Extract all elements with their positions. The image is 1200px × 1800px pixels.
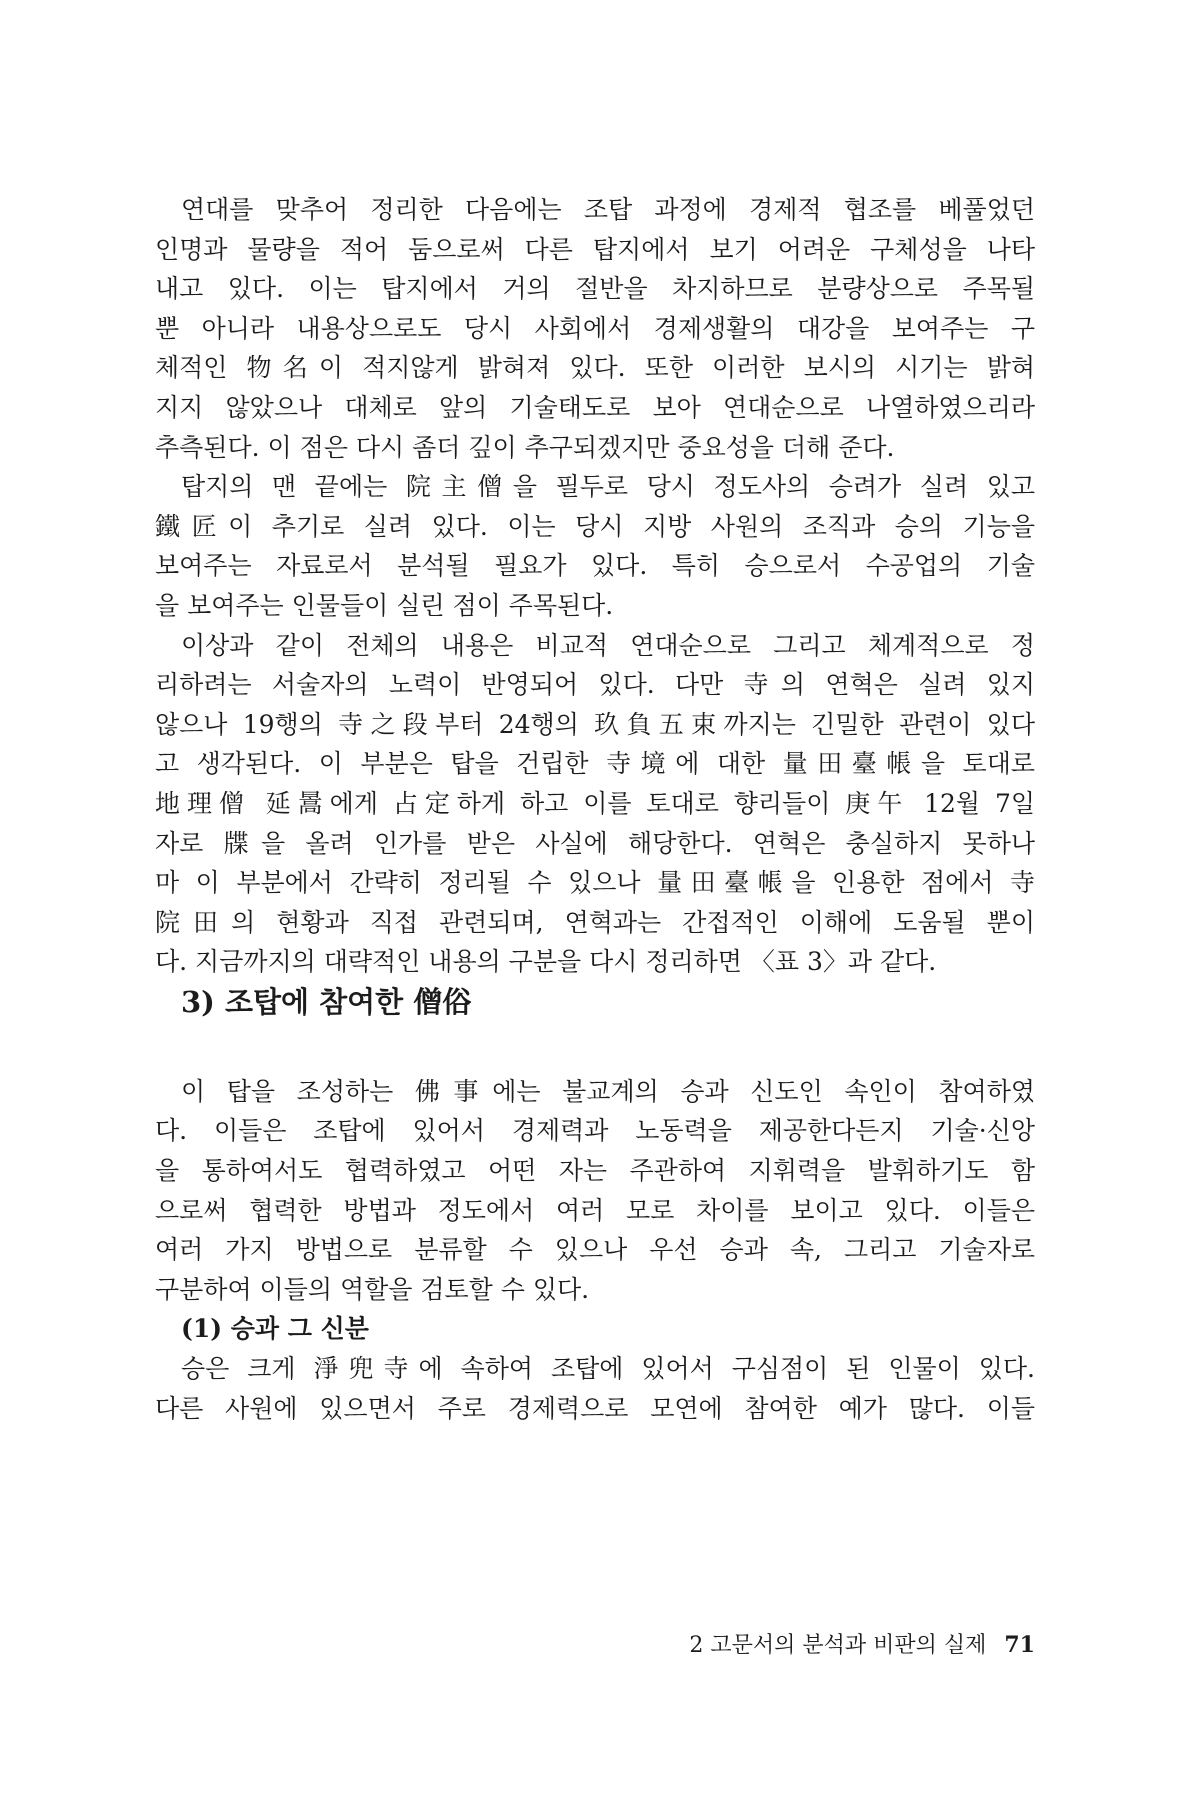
text-line: 구분하여 이들의 역할을 검토할 수 있다. xyxy=(155,1274,590,1304)
text-line: 마 이 부분에서 간략히 정리될 수 있으나 量田臺帳을 인용한 점에서 寺 xyxy=(155,868,1035,898)
text-line: 地理僧 延暠에게 占定하게 하고 이를 토대로 향리들이 庚午 12월 7일 xyxy=(155,788,1035,818)
running-title: 2 고문서의 분석과 비판의 실제 xyxy=(689,1633,987,1658)
text-line: 院田의 현황과 직접 관련되며, 연혁과는 간접적인 이해에 도움될 뿐이 xyxy=(155,907,1035,937)
paragraph-5 xyxy=(155,1349,1035,1428)
text-line: 을 보여주는 인물들이 실린 점이 주목된다. xyxy=(155,590,614,620)
text-line: 다른 사원에 있으면서 주로 경제력으로 모연에 참여한 예가 많다. 이들 xyxy=(155,1393,1035,1423)
sub-heading: (1) 승과 그 신분 xyxy=(181,1314,369,1344)
page-number: 71 xyxy=(1004,1632,1035,1658)
text-line: 체적인 物名이 적지않게 밝혀져 있다. 또한 이러한 보시의 시기는 밝혀 xyxy=(155,353,1035,383)
text-line: 지지 않았으나 대체로 앞의 기술태도로 보아 연대순으로 나열하였으리라 xyxy=(155,392,1035,422)
text-line: 여러 가지 방법으로 분류할 수 있으나 우선 승과 속, 그리고 기술자로 xyxy=(155,1235,1035,1265)
text-line: 을 통하여서도 협력하였고 어떤 자는 주관하여 지휘력을 발휘하기도 함 xyxy=(155,1156,1035,1186)
text-line: 승은 크게 淨兜寺에 속하여 조탑에 있어서 구심점이 된 인물이 있다. xyxy=(181,1354,1035,1384)
page-body xyxy=(155,190,1035,1428)
text-line: 연대를 맞추어 정리한 다음에는 조탑 과정에 경제적 협조를 베풀었던 xyxy=(181,195,1035,224)
text-line: 鐵匠이 추기로 실려 있다. 이는 당시 지방 사원의 조직과 승의 기능을 xyxy=(155,511,1035,541)
text-line: 내고 있다. 이는 탑지에서 거의 절반을 차지하므로 분량상으로 주목될 xyxy=(155,274,1035,304)
text-line: 다. 지금까지의 대략적인 내용의 구분을 다시 정리하면 〈표 3〉과 같다. xyxy=(155,947,937,977)
paragraph-2 xyxy=(155,467,1035,625)
text-line: 추측된다. 이 점은 다시 좀더 깊이 추구되겠지만 중요성을 더해 준다. xyxy=(155,432,895,462)
text-line: 이상과 같이 전체의 내용은 비교적 연대순으로 그리고 체계적으로 정 xyxy=(181,630,1035,660)
paragraph-4 xyxy=(155,1072,1035,1310)
text-line: 이 탑을 조성하는 佛事에는 불교계의 승과 신도인 속인이 참여하였 xyxy=(181,1076,1035,1106)
text-line: 으로써 협력한 방법과 정도에서 여러 모로 차이를 보이고 있다. 이들은 xyxy=(155,1195,1035,1225)
text-line: 리하려는 서술자의 노력이 반영되어 있다. 다만 寺의 연혁은 실려 있지 xyxy=(155,670,1035,700)
text-line: 않으나 19행의 寺之段부터 24행의 玖負五束까지는 긴밀한 관련이 있다 xyxy=(155,709,1035,739)
text-line: 고 생각된다. 이 부분은 탑을 건립한 寺境에 대한 量田臺帳을 토대로 xyxy=(155,749,1035,779)
text-line: 다. 이들은 조탑에 있어서 경제력과 노동력을 제공한다든지 기술·신앙 xyxy=(155,1116,1035,1146)
text-line: 보여주는 자료로서 분석될 필요가 있다. 특히 승으로서 수공업의 기술 xyxy=(155,551,1035,581)
paragraph-3 xyxy=(155,626,1035,982)
page-footer xyxy=(610,1630,1035,1661)
text-line: 탑지의 맨 끝에는 院主僧을 필두로 당시 정도사의 승려가 실려 있고 xyxy=(181,472,1035,502)
text-line: 인명과 물량을 적어 둠으로써 다른 탑지에서 보기 어려운 구체성을 나타 xyxy=(155,234,1035,264)
text-line: 뿐 아니라 내용상으로도 당시 사회에서 경제생활의 대강을 보여주는 구 xyxy=(155,313,1035,343)
paragraph-1 xyxy=(155,190,1035,467)
section-heading: 3) 조탑에 참여한 僧俗 xyxy=(181,984,472,1019)
text-line: 자로 牒을 올려 인가를 받은 사실에 해당한다. 연혁은 충실하지 못하나 xyxy=(155,828,1035,858)
